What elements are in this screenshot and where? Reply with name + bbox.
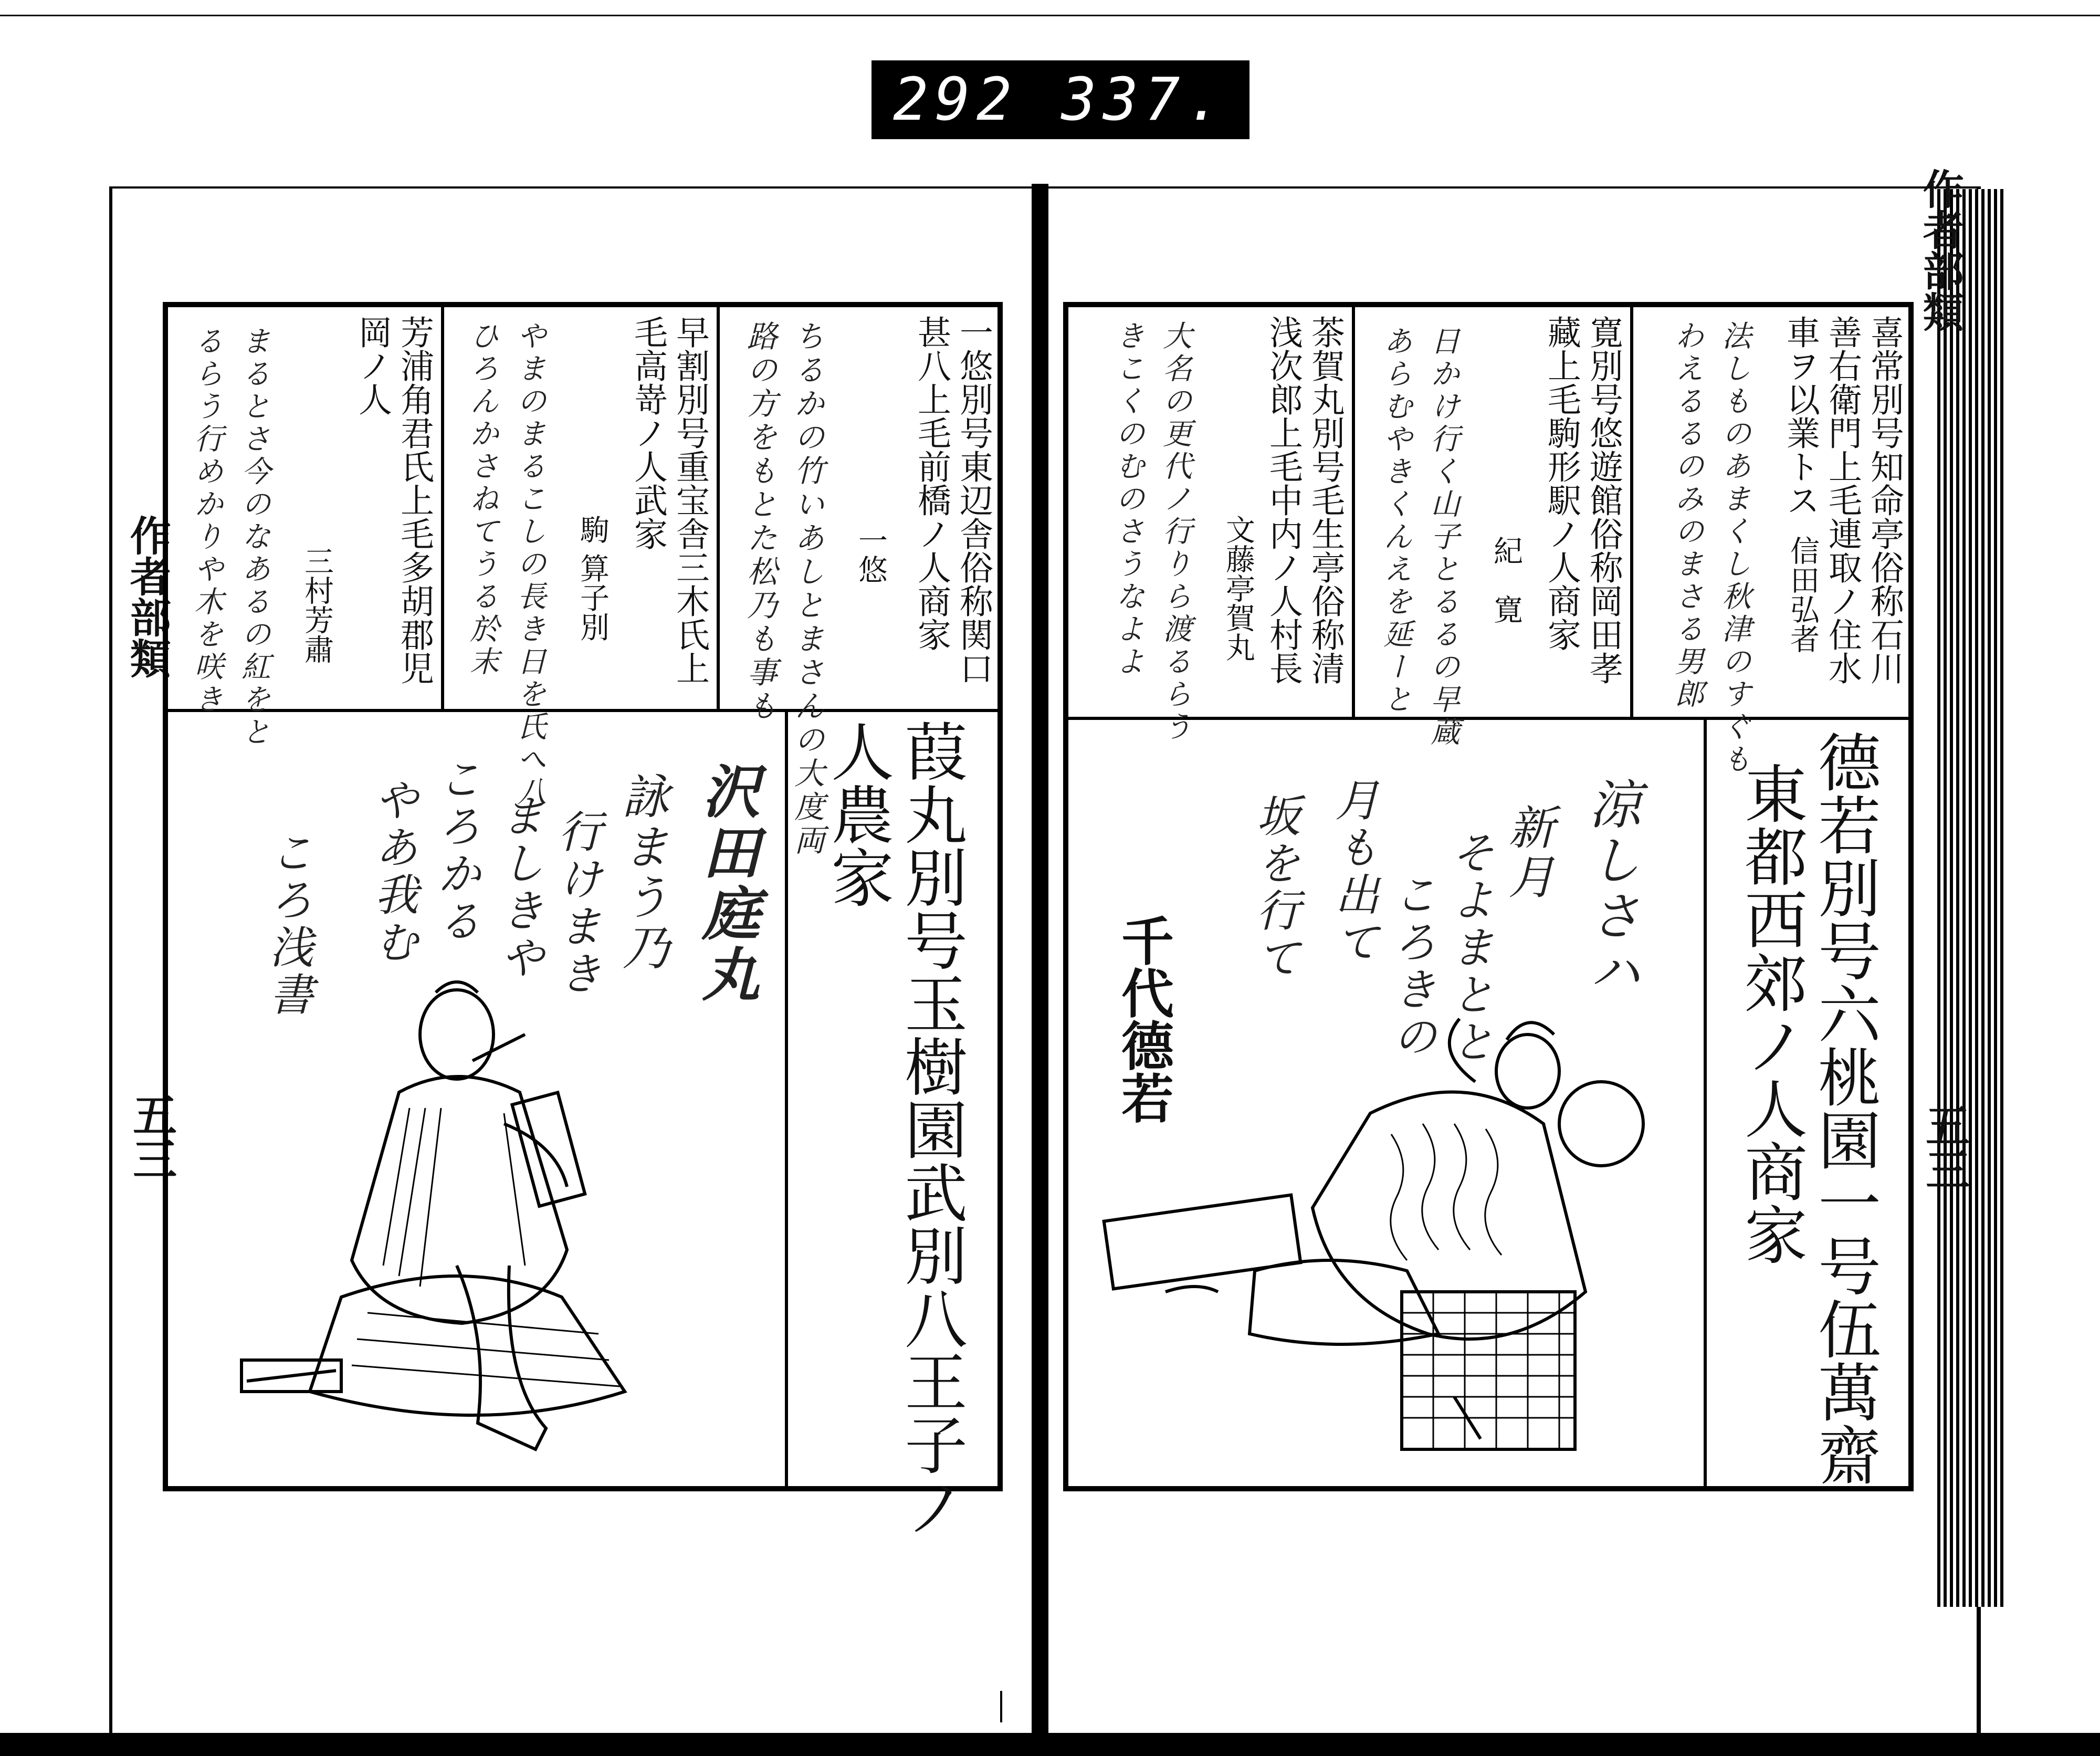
entry-body: 藏上毛駒形駅ノ人商家 bbox=[1542, 315, 1581, 651]
right-leaf-number: 五三 bbox=[1918, 1103, 1971, 1191]
right-image-poem-line: 坂を行て bbox=[1249, 793, 1301, 982]
entry-poem-line: 大名の更代ノ行りら渡るらう bbox=[1158, 320, 1192, 744]
film-right-number: 337. bbox=[1061, 66, 1228, 134]
entry-body: 岡ノ人 bbox=[353, 315, 392, 416]
right-margin-title: 作者部類 bbox=[1916, 168, 1964, 332]
entry-poem-line: 路の方をもとた松乃も事も bbox=[742, 320, 778, 724]
right-entry-2 bbox=[1354, 315, 1628, 749]
left-entry-2 bbox=[444, 315, 714, 809]
entry-body: 甚八上毛前橋ノ人商家 bbox=[912, 315, 951, 651]
entry-poem-line: まるとさ今のなあるの紅をと bbox=[237, 326, 271, 749]
reclining-figure-illustration bbox=[1097, 998, 1701, 1460]
right-divider bbox=[1066, 717, 1911, 720]
left-image-poem-line: ころ浅書 bbox=[262, 830, 314, 1019]
left-page-tick bbox=[1000, 1691, 1002, 1722]
left-image-poem-line: 詠まう乃 bbox=[614, 772, 669, 974]
left-image-poem-line: やあ我む bbox=[367, 777, 419, 966]
right-image-poem-line: 月も出て bbox=[1328, 777, 1380, 966]
entry-header: 茶賀丸別号毛生亭俗称清 bbox=[1306, 315, 1345, 685]
entry-poem-line: るらう行めかりや木を咲き bbox=[190, 326, 224, 716]
entry-body: 善右衛門上毛連取ノ住水 bbox=[1823, 315, 1862, 685]
entry-poem-line: ちるかの竹いあしとまさんの大度両 bbox=[789, 320, 825, 858]
entry-author: 三村芳肅 bbox=[300, 546, 334, 664]
entry-author: 一悠 bbox=[854, 525, 888, 584]
entry-header: 早割別号重宝舎三木氏上 bbox=[670, 315, 709, 685]
left-leaf-number: 五三 bbox=[125, 1092, 178, 1180]
entry-poem-line: ひろんかさねてうる於末 bbox=[465, 320, 499, 678]
right-entry-1 bbox=[1633, 315, 1908, 776]
right-image-poem-line: 涼しさハ bbox=[1580, 777, 1641, 1000]
right-image-poem-line: そよまとと bbox=[1443, 830, 1495, 1066]
right-profile-line: 德若別号六桃園一号伍萬齋 bbox=[1808, 730, 1881, 1486]
seated-writer-illustration bbox=[210, 971, 724, 1476]
left-image-poem-line: ころかる bbox=[430, 756, 482, 945]
entry-header: 寛別号悠遊館俗称岡田孝 bbox=[1584, 315, 1623, 685]
entry-poem-line: あらむやきくんえを延ーと bbox=[1379, 326, 1413, 716]
entry-poem-line: 法しものあまくし秋津のすぐも bbox=[1717, 320, 1751, 776]
film-frame-label bbox=[872, 60, 1250, 139]
entry-header: 芳浦角君氏上毛多胡郡児 bbox=[395, 315, 434, 685]
entry-author: 文藤亭賀丸 bbox=[1221, 515, 1255, 662]
left-image-poem-line: 沢田庭丸 bbox=[692, 761, 761, 1005]
left-margin-title: 作者部類 bbox=[123, 515, 171, 678]
entry-poem-line: きこくのむのさうなよよ bbox=[1111, 320, 1145, 678]
right-profile-rule bbox=[1704, 719, 1707, 1489]
entry-body-2: 車ヲ以業トス bbox=[1781, 315, 1820, 517]
entry-poem-line: 日かけ行く山子とるるの早蔵 bbox=[1426, 326, 1460, 749]
entry-author: 駒 算子別 bbox=[575, 515, 610, 642]
right-image-signature: 千代德若 bbox=[1112, 914, 1174, 1124]
film-top-edge bbox=[0, 0, 2100, 16]
left-profile-line: 人農家 bbox=[821, 719, 894, 908]
left-image-poem-line: 行けまき bbox=[551, 809, 603, 998]
left-image-poem-line: ましきや bbox=[493, 793, 545, 982]
entry-author: 紀 寛 bbox=[1489, 536, 1523, 624]
page-edges bbox=[1937, 189, 2006, 1607]
entry-author: 信田弘者 bbox=[1786, 536, 1820, 653]
right-entry-3 bbox=[1068, 315, 1349, 744]
left-entry-3 bbox=[168, 315, 438, 749]
entry-header: 一悠別号東辺舎俗称関口 bbox=[954, 315, 993, 685]
right-image-poem-line: 新月 bbox=[1501, 803, 1556, 902]
left-profile-rule bbox=[785, 712, 788, 1489]
entry-poem-line: やまのまるこしの長き日を氏へ八 bbox=[512, 320, 547, 809]
left-divider bbox=[165, 709, 1000, 712]
left-profile-line: 葭丸別号玉樹園武別八王子ノ bbox=[894, 719, 967, 1539]
right-profile-line: 東都西郊ノ人商家 bbox=[1734, 761, 1807, 1266]
entry-body: 毛高嵜ノ人武家 bbox=[628, 315, 667, 550]
film-left-number: 292 bbox=[892, 66, 1018, 134]
entry-header: 喜常別号知命亭俗称石川 bbox=[1865, 315, 1904, 685]
right-image-poem-line: ころきの bbox=[1385, 872, 1437, 1061]
book-gutter bbox=[1032, 184, 1048, 1756]
entry-body: 浅次郎上毛中内ノ人村長 bbox=[1264, 315, 1303, 685]
entry-poem-line: わえるるのみのまさる男郎 bbox=[1670, 320, 1704, 711]
